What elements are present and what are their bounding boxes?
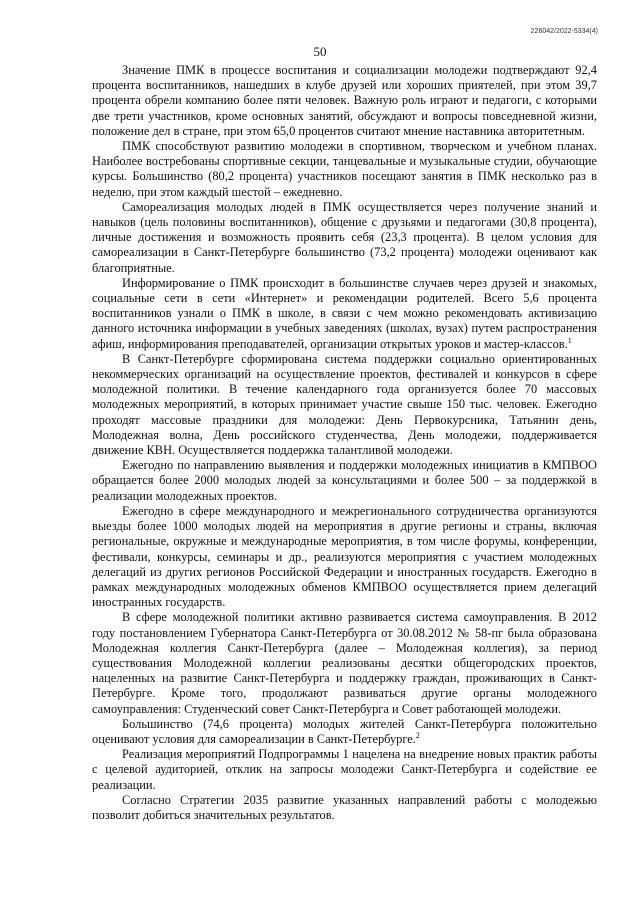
page-number: 50 — [313, 44, 327, 59]
paragraph: В сфере молодежной политики активно развивается система самоуправления. В 2012 году постановлением Губернатора Санкт-Петербурга от 30.08.2012 № 58-пг была образована Молодежная коллегия Санкт-Петербурга (далее – Молодежная коллегия), за период существования Молодежной коллегии реализованы десятки общегородских проектов, нацеленных на развитие Санкт-Петербурга и поддержку граждан, проживающих в Санкт-Петербурге. Кроме того, продолжают развиваться другие органы молодежного самоуправления: Студенческий совет Санкт-Петербурга и Совет работающей молодежи. — [92, 610, 597, 716]
footnote-marker: 2 — [415, 730, 420, 740]
paragraph: Реализация мероприятий Подпрограммы 1 нацелена на внедрение новых практик работы с целевой аудиторией, отклик на запросы молодежи Санкт-Петербурга и содействие ее реализации. — [92, 747, 597, 792]
footnote-marker: 1 — [567, 335, 572, 345]
paragraph: Большинство (74,6 процента) молодых жителей Санкт-Петербурга положительно оценивают условия для самореализации в Санкт-Петербурге.$^2$ — [92, 716, 597, 746]
paragraph: Значение ПМК в процессе воспитания и социализации молодежи подтверждают 92,4 процента воспитанников, нашедших в клубе друзей или хороших приятелей, при этом 39,7 процента обрели компанию более пяти человек. Важную роль играют и педагоги, с которыми две трети участников, кроме основных занятий, обсуждают и вопросы повседневной жизни, положение дел в стране, при этом 65,0 процентов считают мнение наставника авторитетным. — [92, 63, 597, 138]
paragraph: Информирование о ПМК происходит в большинстве случаев через друзей и знакомых, социальные сети в сети «Интернет» и рекомендации родителей. Всего 5,6 процента воспитанников узнали о ПМК в школе, в связи с чем можно рекомендовать активизацию данного источника информации в учебных заведениях (школах, вузах) путем распространения афиш, информирования преподавателей, организации открытых уроков и мастер-классов.$^1$ — [92, 275, 597, 351]
paragraph: ПМК способствуют развитию молодежи в спортивном, творческом и учебном планах. Наиболее востребованы спортивные секции, танцевальные и музыкальные студии, обучающие курсы. Большинство (80,2 процента) участников посещают занятия в ПМК несколько раз в неделю, при этом каждый шестой – ежедневно. — [92, 139, 597, 199]
document-id: 226042/2022-5334(4) — [530, 28, 598, 35]
paragraph: В Санкт-Петербурге сформирована система поддержки социально ориентированных некоммерческих организаций на осуществление проектов, фестивалей и конкурсов в сфере молодежной политики. В течение календарного года организуется более 70 массовых молодежных мероприятий, в которых принимает участие свыше 150 тыс. человек. Ежегодно проходят массовые праздники для молодежи: День Первокурсника, Татьянин день, Молодежная волна, День российского студенчества, День молодежи, поддерживается движение КВН. Осуществляется поддержка талантливой молодежи. — [92, 351, 597, 458]
paragraph: Ежегодно в сфере международного и межрегионального сотрудничества организуются выезды более 1000 молодых людей на мероприятия в другие регионы и страны, включая региональные, окружные и международные мероприятия, в том числе форумы, конференции, фестивали, конкурсы, семинары и др., реализуются мероприятия с участием молодежных делегаций из других регионов Российской Федерации и иностранных государств. Ежегодно в рамках международных молодежных обменов КМПВОО осуществляется прием делегаций иностранных государств. — [92, 503, 597, 610]
document-body — [92, 63, 597, 823]
paragraph: Самореализация молодых людей в ПМК осуществляется через получение знаний и навыков (цель половины воспитанников), общение с друзьями и педагогами (30,8 процента), личные достижения и возможность проявить себя (23,3 процента). В целом условия для самореализации в Санкт-Петербурге большинство (73,2 процента) молодежи оценивают как благоприятные. — [92, 199, 597, 275]
paragraph: Ежегодно по направлению выявления и поддержки молодежных инициатив в КМПВОО обращается более 2000 молодых людей за консультациями и более 500 – за поддержкой в реализации молодежных проектов. — [92, 458, 597, 503]
paragraph: Согласно Стратегии 2035 развитие указанных направлений работы с молодежью позволит добиться значительных результатов. — [92, 792, 597, 822]
